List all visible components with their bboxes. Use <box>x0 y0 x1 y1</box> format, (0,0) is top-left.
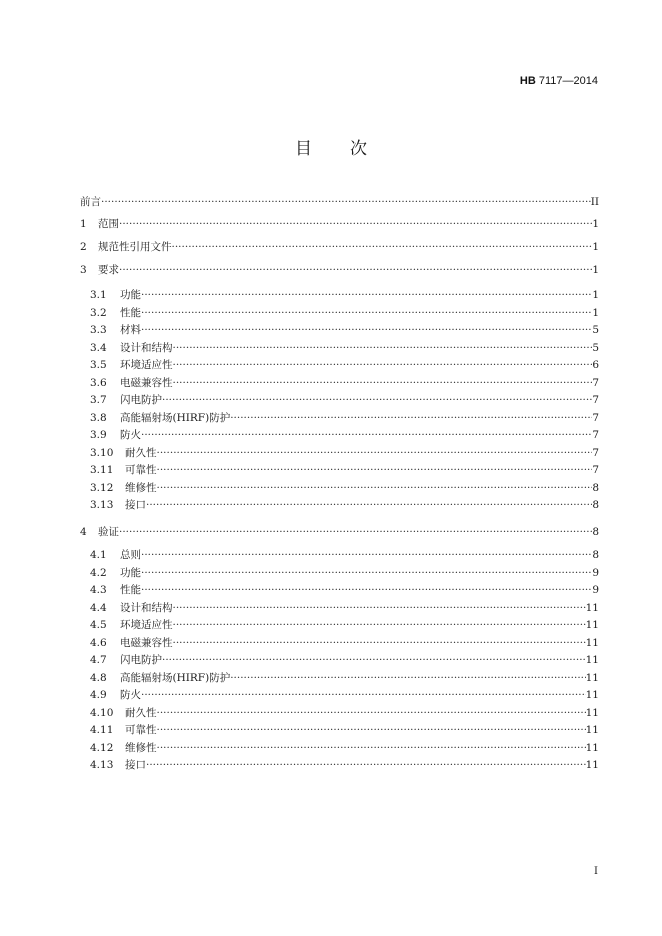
toc-leader-dots <box>230 671 585 685</box>
toc-entry-label: 耐久性 <box>125 447 157 459</box>
toc-leader-dots <box>172 240 593 254</box>
toc-entry-number: 4.4 <box>90 602 107 614</box>
toc-leader-dots <box>157 481 593 495</box>
toc-entry[interactable] <box>90 758 599 772</box>
toc-leader-dots <box>157 463 593 477</box>
toc-entry-number: 4.13 <box>90 759 114 771</box>
toc-entry-page: 11 <box>585 602 599 614</box>
toc-entry[interactable] <box>90 323 599 337</box>
toc-entry-number: 4.10 <box>90 707 114 719</box>
toc-leader-dots <box>141 306 592 320</box>
page-number: I <box>594 866 598 877</box>
toc-entry-label: 接口 <box>125 499 146 511</box>
toc-leader-dots <box>173 601 586 615</box>
toc-entry-page: 11 <box>585 637 599 649</box>
toc-entry-number: 4.5 <box>90 619 107 631</box>
toc-entry[interactable] <box>90 706 599 720</box>
toc-entry-number: 4.12 <box>90 742 114 754</box>
toc-leader-dots <box>141 428 592 442</box>
toc-entry-number: 3.10 <box>90 447 114 459</box>
toc-entry-page: 7 <box>592 464 599 476</box>
toc-leader-dots <box>162 393 592 407</box>
toc-entry-page: 11 <box>585 654 599 666</box>
toc-entry-number: 4.8 <box>90 672 107 684</box>
toc-entry-label: 前言 <box>80 196 101 208</box>
standard-prefix: HB <box>519 75 536 87</box>
toc-leader-dots <box>101 195 591 209</box>
toc-entry[interactable] <box>80 263 599 277</box>
toc-entry-label: 功能 <box>120 567 141 579</box>
toc-entry-page: 8 <box>592 549 599 561</box>
toc-leader-dots <box>157 741 586 755</box>
toc-entry[interactable] <box>90 618 599 632</box>
toc-leader-dots <box>146 758 586 772</box>
toc-entry-label: 材料 <box>120 324 141 336</box>
toc-entry[interactable] <box>90 358 599 372</box>
toc-leader-dots <box>141 288 592 302</box>
toc-entry-number: 3.3 <box>90 324 107 336</box>
toc-entry[interactable] <box>90 688 599 702</box>
toc-entry-label: 电磁兼容性 <box>120 637 173 649</box>
toc-entry-label: 高能辐射场(HIRF)防护 <box>120 412 231 424</box>
toc-entry[interactable] <box>90 411 599 425</box>
toc-entry-page: 7 <box>592 429 599 441</box>
toc-entry[interactable] <box>90 341 599 355</box>
toc-entry-number: 3.11 <box>90 464 114 476</box>
toc-entry-page: 9 <box>592 584 599 596</box>
toc-entry[interactable] <box>90 306 599 320</box>
toc-entry-page: 7 <box>592 394 599 406</box>
toc-leader-dots <box>157 446 593 460</box>
toc-leader-dots <box>173 618 586 632</box>
toc-entry-page: 8 <box>592 482 599 494</box>
toc-entry-page: 7 <box>592 412 599 424</box>
toc-entry-number: 3.4 <box>90 342 107 354</box>
toc-entry-number: 4.9 <box>90 689 107 701</box>
toc-entry-number: 3.1 <box>90 289 107 301</box>
toc-entry[interactable] <box>90 463 599 477</box>
toc-entry-page: 8 <box>592 526 599 538</box>
toc-entry-page: 5 <box>592 342 599 354</box>
toc-entry-number: 3.7 <box>90 394 107 406</box>
toc-entry[interactable] <box>80 240 599 254</box>
toc-entry-number: 4.11 <box>90 724 114 736</box>
toc-entry-number: 3.5 <box>90 359 107 371</box>
toc-leader-dots <box>119 525 592 539</box>
toc-entry-label: 维修性 <box>125 482 157 494</box>
toc-entry[interactable] <box>90 446 599 460</box>
toc-entry-label: 设计和结构 <box>120 602 173 614</box>
toc-entry-page: II <box>590 196 599 208</box>
toc-leader-dots <box>141 566 592 580</box>
toc-entry[interactable] <box>90 653 599 667</box>
toc-leader-dots <box>146 498 592 512</box>
toc-entry[interactable] <box>80 195 599 209</box>
toc-leader-dots <box>141 688 586 702</box>
toc-entry-page: 1 <box>592 289 599 301</box>
toc-entry-page: 11 <box>585 689 599 701</box>
toc-entry-page: 1 <box>592 307 599 319</box>
toc-entry-label: 防火 <box>120 689 141 701</box>
toc-leader-dots <box>173 636 586 650</box>
toc-entry-number: 4.7 <box>90 654 107 666</box>
toc-entry-page: 1 <box>592 241 599 253</box>
toc-entry-label: 高能辐射场(HIRF)防护 <box>120 672 231 684</box>
toc-entry-page: 9 <box>592 567 599 579</box>
toc-entry[interactable] <box>90 428 599 442</box>
toc-entry-label: 闪电防护 <box>120 654 162 666</box>
toc-entry-label: 性能 <box>120 307 141 319</box>
toc-entry-number: 3.8 <box>90 412 107 424</box>
toc-entry-label: 维修性 <box>125 742 157 754</box>
toc-leader-dots <box>173 358 593 372</box>
toc-entry[interactable] <box>90 741 599 755</box>
toc-entry-number: 3 <box>80 264 87 276</box>
toc-entry-label: 性能 <box>120 584 141 596</box>
toc-leader-dots <box>157 723 586 737</box>
toc-entry[interactable] <box>80 525 599 539</box>
toc-entry-label: 接口 <box>125 759 146 771</box>
toc-entry-label: 范围 <box>98 218 119 230</box>
toc-entry-number: 1 <box>80 218 87 230</box>
toc-entry[interactable] <box>90 636 599 650</box>
standard-code: 7117—2014 <box>538 75 598 87</box>
toc-entry[interactable] <box>90 566 599 580</box>
toc-entry-label: 防火 <box>120 429 141 441</box>
toc-entry[interactable] <box>90 723 599 737</box>
toc-entry-label: 功能 <box>120 289 141 301</box>
toc-leader-dots <box>141 323 592 337</box>
toc-entry-number: 2 <box>80 241 87 253</box>
toc-entry-page: 11 <box>585 672 599 684</box>
standard-number <box>520 75 598 87</box>
toc-leader-dots <box>230 411 592 425</box>
toc-entry-number: 3.9 <box>90 429 107 441</box>
toc-entry-page: 7 <box>592 377 599 389</box>
toc-leader-dots <box>141 548 592 562</box>
toc-leader-dots <box>119 263 592 277</box>
toc-entry-page: 6 <box>592 359 599 371</box>
toc-entry-number: 4.2 <box>90 567 107 579</box>
toc-entry-page: 11 <box>585 724 599 736</box>
toc-entry-page: 11 <box>585 742 599 754</box>
toc-entry-page: 5 <box>592 324 599 336</box>
toc-entry[interactable] <box>90 583 599 597</box>
toc-entry-page: 1 <box>592 264 599 276</box>
toc-entry[interactable] <box>90 393 599 407</box>
toc-entry[interactable] <box>90 548 599 562</box>
toc-entry-page: 11 <box>585 619 599 631</box>
toc-entry-label: 耐久性 <box>125 707 157 719</box>
toc-entry-label: 环境适应性 <box>120 359 173 371</box>
toc-entry[interactable] <box>90 288 599 302</box>
toc-entry-label: 规范性引用文件 <box>98 241 172 253</box>
toc-entry-number: 3.6 <box>90 377 107 389</box>
toc-entry-label: 可靠性 <box>125 464 157 476</box>
toc-entry-page: 1 <box>592 218 599 230</box>
toc-entry-number: 3.12 <box>90 482 114 494</box>
toc-entry[interactable] <box>90 481 599 495</box>
toc-entry-number: 3.13 <box>90 499 114 511</box>
toc-entry-number: 4 <box>80 526 87 538</box>
toc-entry-label: 验证 <box>98 526 119 538</box>
toc-leader-dots <box>173 341 593 355</box>
toc-entry-label: 可靠性 <box>125 724 157 736</box>
toc-entry-number: 4.1 <box>90 549 107 561</box>
toc-entry-page: 8 <box>592 499 599 511</box>
toc-entry-number: 4.3 <box>90 584 107 596</box>
toc-entry-label: 闪电防护 <box>120 394 162 406</box>
toc-leader-dots <box>119 217 592 231</box>
toc-entry-label: 要求 <box>98 264 119 276</box>
toc-entry-page: 11 <box>585 707 599 719</box>
toc-entry-number: 3.2 <box>90 307 107 319</box>
toc-entry[interactable] <box>90 376 599 390</box>
toc-entry[interactable] <box>90 498 599 512</box>
toc-entry-label: 环境适应性 <box>120 619 173 631</box>
toc-entry[interactable] <box>80 217 599 231</box>
toc-leader-dots <box>162 653 586 667</box>
toc-entry-label: 设计和结构 <box>120 342 173 354</box>
toc-title: 目次 <box>295 139 405 159</box>
toc-entry[interactable] <box>90 671 599 685</box>
toc-entry-page: 7 <box>592 447 599 459</box>
toc-entry[interactable] <box>90 601 599 615</box>
toc-entry-page: 11 <box>585 759 599 771</box>
toc-entry-number: 4.6 <box>90 637 107 649</box>
toc-leader-dots <box>141 583 592 597</box>
toc-leader-dots <box>157 706 586 720</box>
toc-leader-dots <box>173 376 593 390</box>
toc-entry-label: 电磁兼容性 <box>120 377 173 389</box>
toc-entry-label: 总则 <box>120 549 141 561</box>
